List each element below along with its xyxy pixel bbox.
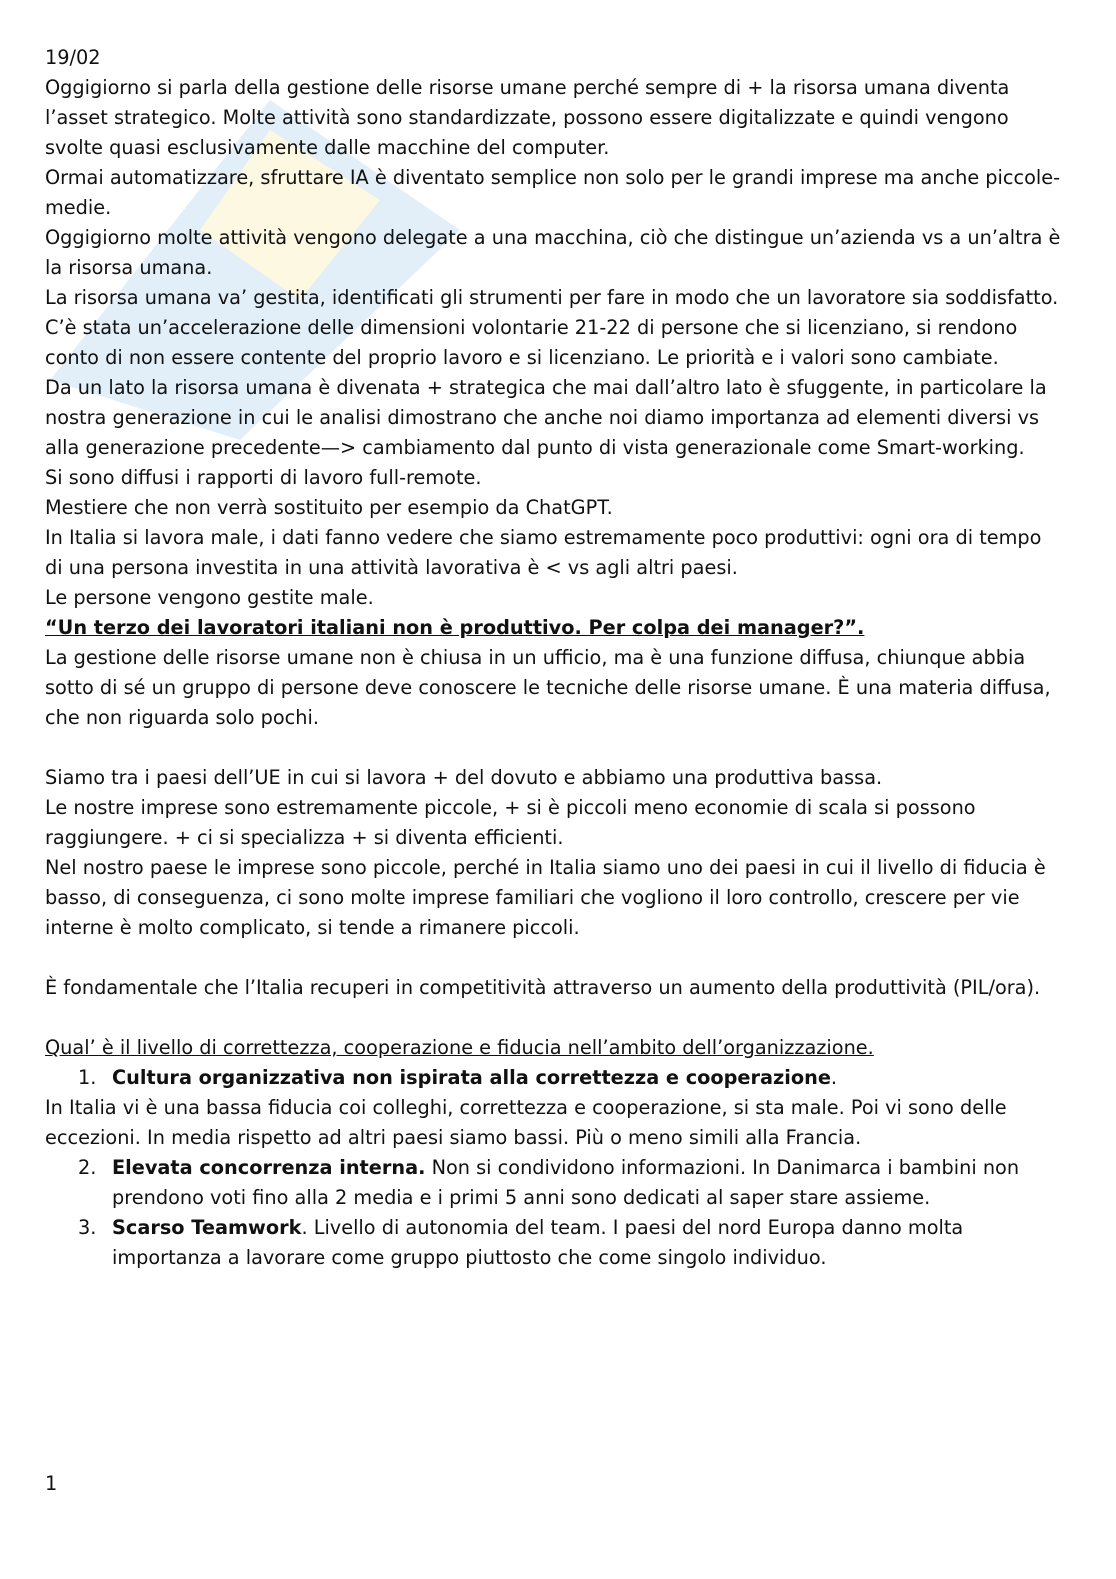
list-number: 2. <box>78 1156 97 1179</box>
list-item-title: Scarso Teamwork <box>112 1216 302 1239</box>
paragraph: Oggigiorno si parla della gestione delle risorse umane perché sempre di + la risorsa umana diventa l’asset strategico. Molte attività sono standardizzate, possono essere digitalizzate e quindi vengono svolte quasi esclusivamente dalle macchine del computer. <box>45 76 1010 159</box>
quote-heading: “Un terzo dei lavoratori italiani non è produttivo. Per colpa dei manager?”. <box>45 616 865 639</box>
list-item <box>45 1063 1065 1093</box>
section-heading: Qual’ è il livello di correttezza, cooperazione e fiducia nell’ambito dell’organizzazione. <box>45 1036 874 1059</box>
date: 19/02 <box>45 46 101 69</box>
document-body <box>45 43 1065 1273</box>
paragraph: Siamo tra i paesi dell’UE in cui si lavora + del dovuto e abbiamo una produttiva bassa. <box>45 766 883 789</box>
list-number: 1. <box>78 1066 97 1089</box>
paragraph: Le nostre imprese sono estremamente piccole, + si è piccoli meno economie di scala si possono raggiungere. + ci si specializza + si diventa efficienti. <box>45 796 976 849</box>
paragraph: Le persone vengono gestite male. <box>45 586 374 609</box>
list-item-title: Cultura organizzativa non ispirata alla correttezza e cooperazione <box>112 1066 831 1089</box>
list-number: 3. <box>78 1216 97 1239</box>
paragraph: Oggigiorno molte attività vengono delegate a una macchina, ciò che distingue un’azienda vs a un’altra è la risorsa umana. <box>45 226 1061 279</box>
paragraph: La gestione delle risorse umane non è chiusa in un ufficio, ma è una funzione diffusa, chiunque abbia sotto di sé un gruppo di persone deve conoscere le tecniche delle risorse umane. È una materia diffusa, che non riguarda solo pochi. <box>45 646 1051 729</box>
paragraph: Mestiere che non verrà sostituito per esempio da ChatGPT. <box>45 496 613 519</box>
list-item-title: Elevata concorrenza interna. <box>112 1156 426 1179</box>
list-item <box>45 1213 1065 1273</box>
list-item-text: . <box>830 1066 838 1089</box>
paragraph: È fondamentale che l’Italia recuperi in competitività attraverso un aumento della produttività (PIL/ora). <box>45 976 1041 999</box>
paragraph: In Italia si lavora male, i dati fanno vedere che siamo estremamente poco produttivi: ogni ora di tempo di una persona investita in una attività lavorativa è < vs agli altri paesi. <box>45 526 1042 579</box>
paragraph: In Italia vi è una bassa fiducia coi colleghi, correttezza e cooperazione, si sta male. Poi vi sono delle eccezioni. In media rispetto ad altri paesi siamo bassi. Più o meno simili alla Francia. <box>45 1096 1007 1149</box>
paragraph: La risorsa umana va’ gestita, identificati gli strumenti per fare in modo che un lavoratore sia soddisfatto. <box>45 286 1059 309</box>
list-item-text: . Livello di autonomia del team. I paesi del nord Europa danno molta importanza a lavorare come gruppo piuttosto che come singolo individuo. <box>112 1216 964 1269</box>
paragraph: Nel nostro paese le imprese sono piccole, perché in Italia siamo uno dei paesi in cui il livello di fiducia è basso, di conseguenza, ci sono molte imprese familiari che vogliono il loro controllo, crescere per vie interne è molto complicato, si tende a rimanere piccoli. <box>45 856 1046 939</box>
list-item <box>45 1153 1065 1213</box>
paragraph: Ormai automatizzare, sfruttare IA è diventato semplice non solo per le grandi imprese ma anche piccole-medie. <box>45 166 1061 219</box>
paragraph: Si sono diffusi i rapporti di lavoro full-remote. <box>45 466 482 489</box>
paragraph: C’è stata un’accelerazione delle dimensioni volontarie 21-22 di persone che si licenziano, si rendono conto di non essere contente del proprio lavoro e si licenziano. Le priorità e i valori sono cambiate. <box>45 316 1018 369</box>
list-item-text: Non si condividono informazioni. In Danimarca i bambini non prendono voti fino alla 2 media e i primi 5 anni sono dedicati al saper stare assieme. <box>112 1156 1020 1209</box>
page-number: 1 <box>45 1472 58 1495</box>
paragraph: Da un lato la risorsa umana è divenata + strategica che mai dall’altro lato è sfuggente, in particolare la nostra generazione in cui le analisi dimostrano che anche noi diamo importanza ad elementi diversi vs alla generazione precedente—> cambiamento dal punto di vista generazionale come Smart-working. <box>45 376 1047 459</box>
